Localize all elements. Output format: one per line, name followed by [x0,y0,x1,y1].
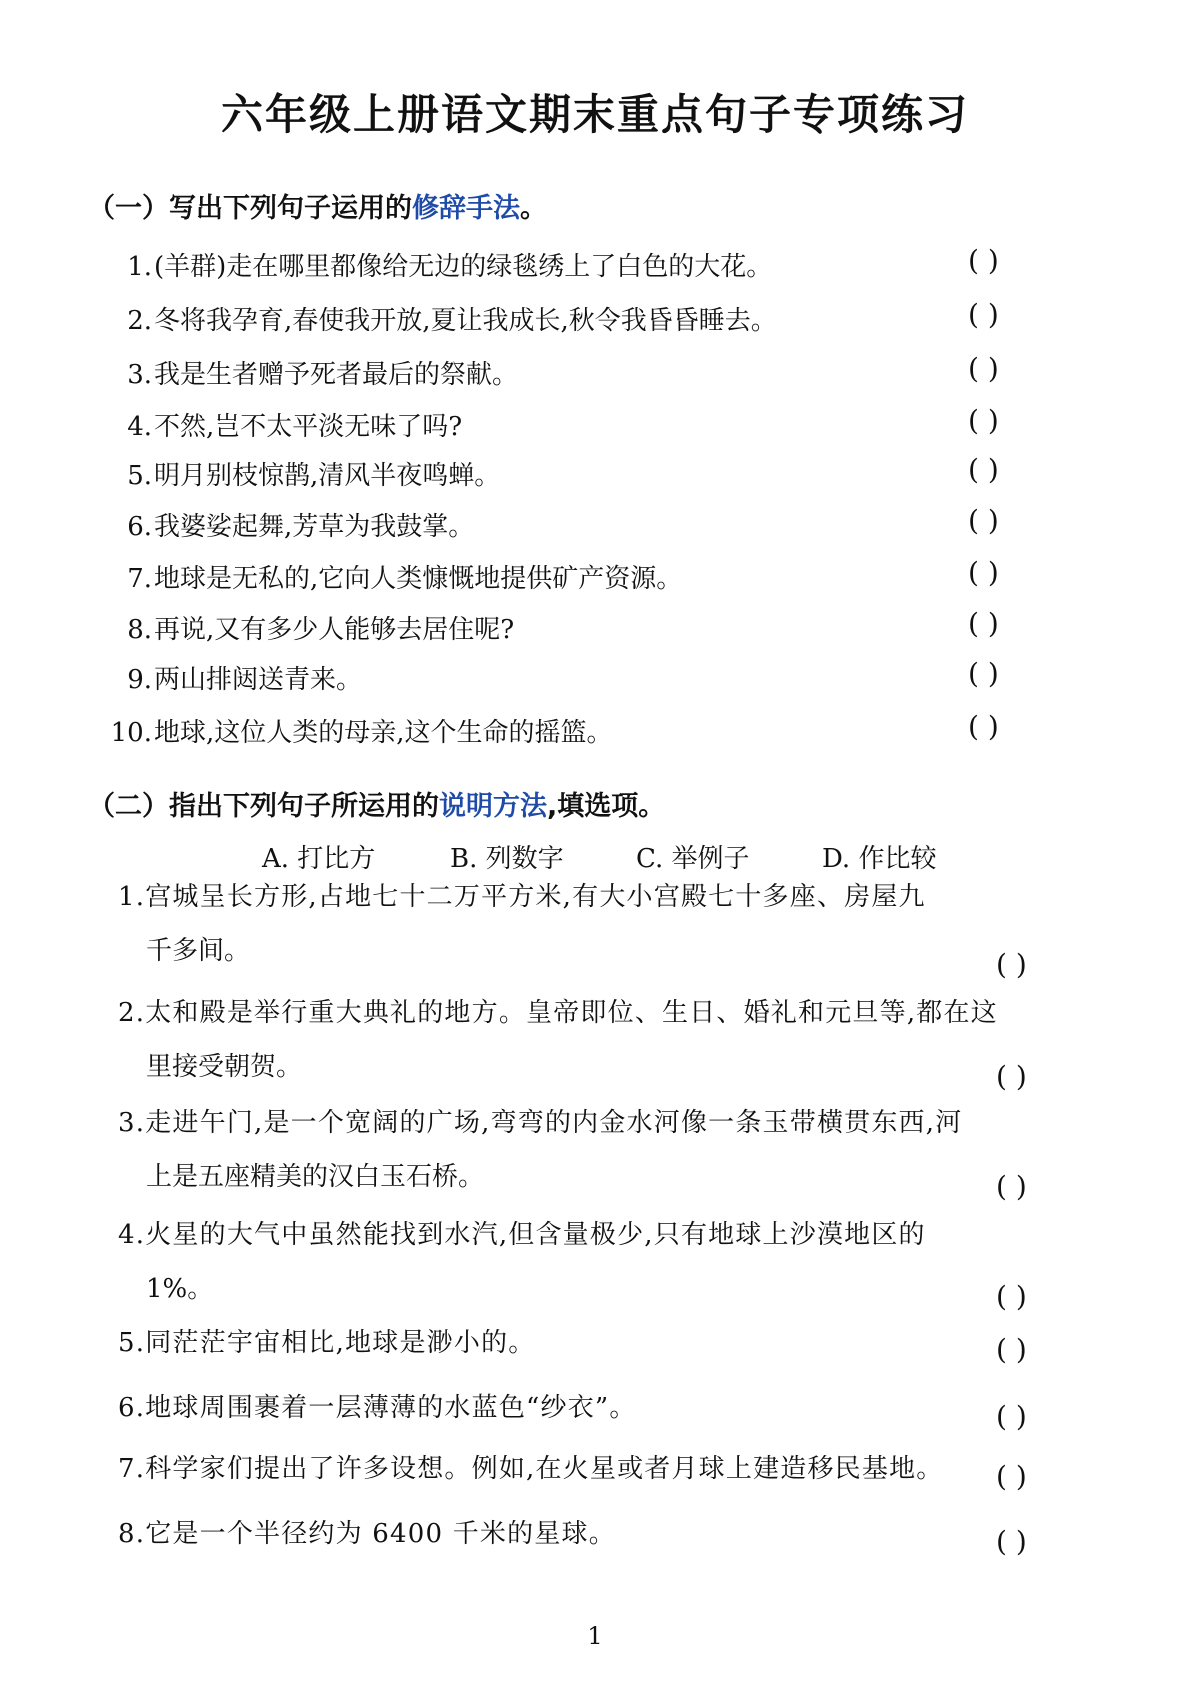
question-continuation: 千多间。 [146,936,251,966]
answer-blank[interactable]: ( ) [968,607,999,640]
question-line [118,1507,1098,1561]
question-continuation: 1%。 [146,1274,214,1304]
question-text: 明月别枝惊鹊,清风半夜鸣蝉。 [154,461,501,491]
rhetoric-question [100,712,1095,749]
question-text: 地球是无私的,它向人类慷慨地提供矿产资源。 [154,564,683,594]
question-text: 同茫茫宇宙相比,地球是渺小的。 [145,1328,536,1358]
explanation-question [118,1208,1098,1316]
question-line [118,1096,1098,1150]
question-number: 1. [118,882,146,912]
answer-blank[interactable]: ( ) [968,556,999,589]
question-line [118,1316,1098,1370]
question-text: 我是生者赠予死者最后的祭献。 [154,360,519,390]
section-2-heading [88,784,665,823]
rhetoric-question [100,506,1095,543]
section-1-suffix: 。 [520,193,547,224]
question-text: 我婆娑起舞,芳草为我鼓掌。 [154,512,475,542]
option-b: B. 列数字 [450,844,564,874]
answer-blank[interactable]: ( ) [996,1280,1027,1313]
section-2-highlight: 说明方法 [439,791,547,822]
question-text: (羊群)走在哪里都像给无边的绿毯绣上了白色的大花。 [154,252,773,282]
question-text: 地球,这位人类的母亲,这个生命的摇篮。 [154,718,613,748]
question-text: 科学家们提出了许多设想。例如,在火星或者月球上建造移民基地。 [145,1454,944,1484]
answer-blank[interactable]: ( ) [968,244,999,277]
rhetoric-question [100,300,1095,337]
rhetoric-question [100,558,1095,595]
answer-blank[interactable]: ( ) [996,1525,1027,1558]
section-2-suffix: ,填选项。 [547,791,666,822]
rhetoric-question [100,406,1095,443]
question-number: 7. [127,564,152,594]
rhetoric-question [100,246,1095,283]
question-line [118,1381,1098,1435]
question-number: 6. [127,512,152,542]
option-a: A. 打比方 [262,844,376,874]
question-number: 3. [127,360,152,390]
answer-blank[interactable]: ( ) [968,504,999,537]
answer-blank[interactable]: ( ) [968,657,999,690]
question-number: 2. [127,306,152,336]
question-text: 两山排闼送青来。 [154,665,363,695]
answer-blank[interactable]: ( ) [968,298,999,331]
question-text: 它是一个半径约为 6400 千米的星球。 [145,1519,616,1549]
answer-blank[interactable]: ( ) [968,453,999,486]
question-line [118,870,1098,924]
question-line [118,1442,1098,1496]
question-number: 5. [118,1328,146,1358]
rhetoric-question [100,354,1095,391]
question-number: 8. [127,615,152,645]
answer-blank[interactable]: ( ) [996,1060,1027,1093]
rhetoric-question [100,609,1095,646]
question-number: 2. [118,998,146,1028]
question-number: 8. [118,1519,146,1549]
question-number: 5. [127,461,152,491]
section-1-prefix: （一）写出下列句子运用的 [88,193,412,224]
option-c: C. 举例子 [636,844,750,874]
question-text: 冬将我孕育,春使我开放,夏让我成长,秋令我昏昏睡去。 [154,306,777,336]
question-text: 不然,岂不太平淡无味了吗? [154,412,463,442]
rhetoric-question [100,659,1095,696]
page-number: 1 [587,1622,603,1650]
section-1-highlight: 修辞手法 [412,193,520,224]
question-line [118,1208,1098,1262]
answer-blank[interactable]: ( ) [996,1170,1027,1203]
answer-blank[interactable]: ( ) [968,710,999,743]
question-number: 4. [118,1220,146,1250]
question-text: 走进午门,是一个宽阔的广场,弯弯的内金水河像一条玉带横贯东西,河 [145,1108,963,1138]
question-text: 太和殿是举行重大典礼的地方。皇帝即位、生日、婚礼和元旦等,都在这 [145,998,998,1028]
option-d: D. 作比较 [822,844,937,874]
question-text: 再说,又有多少人能够去居住呢? [154,615,515,645]
explanation-question [118,1316,1098,1370]
rhetoric-question [100,455,1095,492]
section-1-heading [88,186,547,225]
explanation-question [118,870,1098,978]
answer-blank[interactable]: ( ) [968,352,999,385]
question-text: 宫城呈长方形,占地七十二万平方米,有大小宫殿七十多座、房屋九 [145,882,926,912]
explanation-question [118,1442,1098,1496]
question-number: 3. [118,1108,146,1138]
question-text: 地球周围裹着一层薄薄的水蓝色“纱衣”。 [145,1393,637,1423]
question-continuation: 里接受朝贺。 [146,1052,303,1082]
page-title: 六年级上册语文期末重点句子专项练习 [220,90,969,139]
answer-blank[interactable]: ( ) [968,404,999,437]
explanation-question [118,1507,1098,1561]
explanation-question [118,1096,1098,1204]
explanation-question [118,986,1098,1094]
question-continuation: 上是五座精美的汉白玉石桥。 [146,1162,485,1192]
question-number: 4. [127,412,152,442]
section-2-prefix: （二）指出下列句子所运用的 [88,791,439,822]
question-number: 6. [118,1393,146,1423]
question-number: 10. [110,718,152,748]
answer-blank[interactable]: ( ) [996,1333,1027,1366]
question-line [118,986,1098,1040]
explanation-question [118,1381,1098,1435]
question-number: 9. [127,665,152,695]
question-number: 1. [127,252,152,282]
question-text: 火星的大气中虽然能找到水汽,但含量极少,只有地球上沙漠地区的 [145,1220,926,1250]
answer-blank[interactable]: ( ) [996,948,1027,981]
answer-blank[interactable]: ( ) [996,1460,1027,1493]
answer-blank[interactable]: ( ) [996,1400,1027,1433]
question-number: 7. [118,1454,146,1484]
